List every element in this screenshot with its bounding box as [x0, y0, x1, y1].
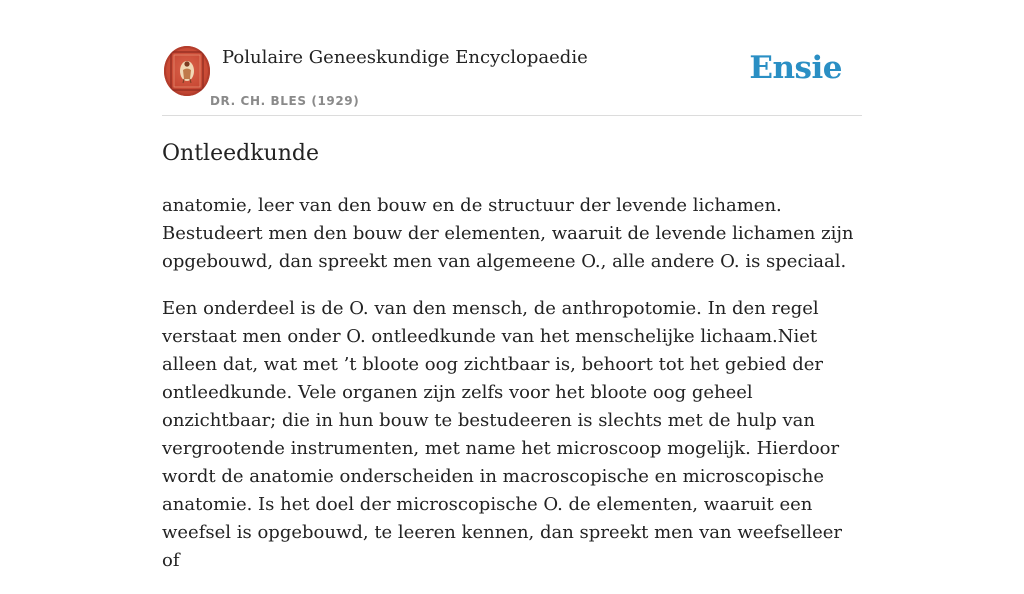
book-seal-icon[interactable] — [164, 46, 210, 96]
entry-content — [162, 192, 862, 594]
book-title[interactable]: Polulaire Geneeskundige Encyclopaedie — [222, 47, 588, 68]
page — [162, 0, 862, 571]
book-author: DR. CH. BLES (1929) — [210, 94, 360, 108]
entry-paragraph: anatomie, leer van den bouw en de structuur der levende lichamen. Bestudeert men den bouw der elementen, waaruit de levende lichamen zijn opgebouwd, dan spreekt men van algemeene O., alle andere O. is speciaal. — [162, 195, 854, 272]
ensie-logo-link[interactable]: Ensie — [749, 50, 842, 86]
entry-title: Ontleedkunde — [162, 141, 319, 166]
entry-paragraph: Een onderdeel is de O. van den mensch, de anthropotomie. In den regel verstaat men onder O. ontleedkunde van het menschelijke lichaam.Niet alleen dat, wat met ’t bloote oog zichtbaar is, behoort tot het gebied der ontleedkunde. Vele organen zijn zelfs voor het bloote oog geheel onzichtbaar; die in hun bouw te bestudeeren is slechts met de hulp van vergrootende instrumenten, met name het microscoop mogelijk. Hierdoor wordt de anatomie onderscheiden in macroscopische en microscopische anatomie. Is het doel der microscopische O. de elementen, waaruit een weefsel is opgebouwd, te leeren kennen, dan spreekt men van weefselleer of — [162, 298, 843, 571]
header — [162, 0, 862, 116]
